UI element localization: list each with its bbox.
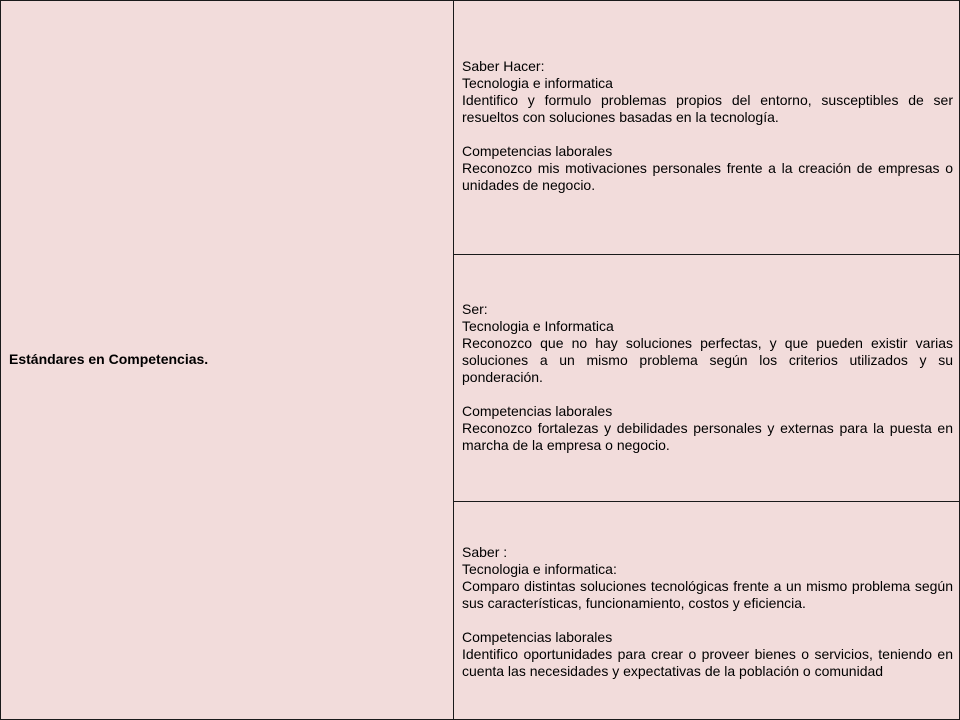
ser-cell: [454, 255, 959, 502]
area-title: Tecnologia e informatica: [462, 75, 613, 91]
area-text: Reconozco mis motivaciones personales frente a la creación de empresas o unidades de negocio.: [462, 160, 953, 193]
standards-cell: [1, 1, 454, 719]
area-text: Reconozco fortalezas y debilidades personales y externas para la puesta en marcha de la empresa o negocio.: [462, 420, 953, 453]
saber-hacer-cell: [454, 1, 959, 255]
standards-label: Estándares en Competencias.: [9, 351, 209, 367]
saber-cell: [454, 502, 959, 719]
area-text: Reconozco que no hay soluciones perfectas, y que pueden existir varias soluciones a un mismo problema según los criterios utilizados y su ponderación.: [462, 335, 953, 385]
area-title: Competencias laborales: [462, 629, 613, 645]
cell-heading: Ser:: [462, 301, 488, 317]
cell-heading: Saber :: [462, 544, 508, 560]
area-text: Identifico oportunidades para crear o proveer bienes o servicios, teniendo en cuenta las necesidades y expectativas de la población o comunidad: [462, 646, 953, 679]
area-title: Competencias laborales: [462, 403, 613, 419]
area-text: Comparo distintas soluciones tecnológicas frente a un mismo problema según sus características, funcionamiento, costos y eficiencia.: [462, 578, 953, 611]
area-title: Competencias laborales: [462, 143, 613, 159]
cell-heading: Saber Hacer:: [462, 58, 545, 74]
area-title: Tecnologia e Informatica: [462, 318, 614, 334]
area-text: Identifico y formulo problemas propios del entorno, susceptibles de ser resueltos con soluciones basadas en la tecnología.: [462, 92, 953, 125]
area-title: Tecnologia e informatica:: [462, 561, 617, 577]
